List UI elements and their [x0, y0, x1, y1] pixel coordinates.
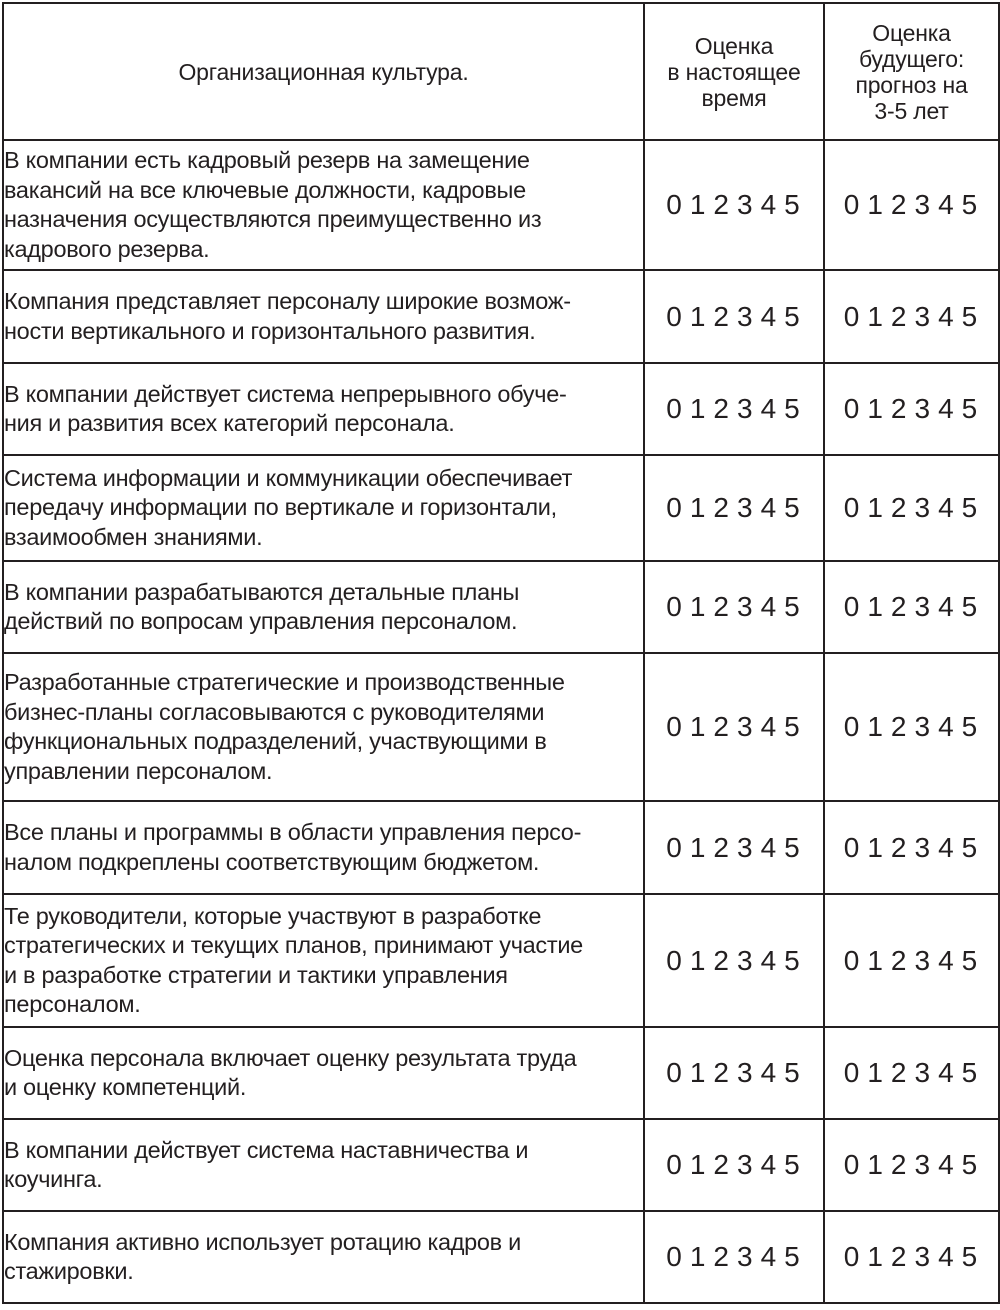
- header-current-score: [644, 3, 824, 140]
- score-option[interactable]: 0: [843, 591, 862, 622]
- score-option[interactable]: 5: [961, 591, 980, 622]
- score-option[interactable]: 2: [713, 189, 731, 220]
- future-score-scale: [824, 1027, 999, 1119]
- current-score-scale: [644, 894, 824, 1027]
- score-option[interactable]: 1: [867, 492, 885, 523]
- header-row: [3, 3, 999, 140]
- score-option[interactable]: 0: [666, 944, 684, 976]
- score-option[interactable]: 0: [843, 1241, 862, 1272]
- table-row: [3, 653, 999, 801]
- score-option[interactable]: 4: [938, 1149, 956, 1180]
- score-option[interactable]: 4: [760, 393, 779, 424]
- score-option[interactable]: 5: [961, 831, 980, 863]
- statement-line: назначения осуществляются преимущественно из: [4, 206, 542, 232]
- future-score-scale: [824, 801, 999, 894]
- score-option[interactable]: 2: [713, 1149, 731, 1180]
- score-option[interactable]: 2: [713, 393, 731, 424]
- score-option[interactable]: 0: [666, 300, 684, 332]
- score-option[interactable]: 2: [713, 1057, 731, 1088]
- score-option[interactable]: 0: [843, 831, 862, 863]
- table-row: [3, 270, 999, 363]
- score-option[interactable]: 0: [666, 1241, 684, 1272]
- score-option[interactable]: 0: [666, 831, 684, 863]
- statement-cell: [3, 1027, 644, 1119]
- score-option[interactable]: 0: [666, 591, 684, 622]
- current-score-scale: [644, 801, 824, 894]
- score-option[interactable]: 3: [737, 1149, 755, 1180]
- score-option[interactable]: 5: [961, 393, 980, 424]
- statement-line: и в разработке стратегии и тактики управления: [4, 961, 508, 988]
- statement-line: и оценку компетенций.: [4, 1074, 247, 1100]
- statement-line: стажировки.: [4, 1258, 134, 1284]
- score-option[interactable]: 4: [760, 1057, 779, 1088]
- statement-cell: [3, 455, 644, 561]
- score-option[interactable]: 1: [689, 189, 708, 220]
- statement-cell: [3, 801, 644, 894]
- score-option[interactable]: 4: [760, 189, 779, 220]
- statement-line: В компании действует система непрерывного обуче-: [4, 380, 567, 407]
- statement-line: стратегических и текущих планов, принимают участие: [4, 932, 583, 958]
- score-option[interactable]: 3: [737, 591, 755, 622]
- header-future-line: Оценка: [872, 19, 951, 46]
- score-option[interactable]: 1: [867, 300, 885, 332]
- score-option[interactable]: 1: [689, 944, 708, 976]
- score-option[interactable]: 1: [689, 300, 708, 332]
- score-option[interactable]: 0: [666, 492, 684, 523]
- score-option[interactable]: 2: [713, 944, 731, 976]
- score-option[interactable]: 5: [961, 944, 980, 976]
- future-score-scale: [824, 561, 999, 653]
- score-option[interactable]: 5: [784, 492, 802, 523]
- score-option[interactable]: 1: [689, 1057, 708, 1088]
- header-now-line: время: [701, 84, 767, 111]
- score-option[interactable]: 2: [890, 393, 909, 424]
- score-option[interactable]: 1: [689, 1241, 708, 1272]
- statement-cell: [3, 561, 644, 653]
- statement-line: Все планы и программы в области управления персо-: [4, 819, 582, 845]
- table-row: [3, 894, 999, 1027]
- current-score-scale: [644, 1027, 824, 1119]
- score-option[interactable]: 3: [914, 831, 933, 863]
- statement-line: действий по вопросам управления персоналом.: [4, 608, 518, 634]
- statement-line: управлении персоналом.: [4, 757, 273, 784]
- statement-line: бизнес-планы согласовываются с руководителями: [4, 698, 545, 725]
- score-option[interactable]: 5: [784, 944, 802, 976]
- score-option[interactable]: 1: [867, 944, 885, 976]
- score-option[interactable]: 3: [914, 189, 933, 220]
- statement-line: передачу информации по вертикале и горизонтали,: [4, 494, 557, 521]
- score-option[interactable]: 2: [713, 591, 731, 622]
- statement-line: Компания активно использует ротацию кадров и: [4, 1228, 521, 1255]
- score-option[interactable]: 1: [867, 1057, 885, 1088]
- score-option[interactable]: 4: [938, 944, 956, 976]
- score-option[interactable]: 4: [760, 492, 779, 523]
- score-options: [663, 1057, 804, 1089]
- statement-cell: [3, 270, 644, 363]
- statement-cell: [3, 140, 644, 270]
- score-option[interactable]: 3: [914, 300, 933, 332]
- score-option[interactable]: 4: [760, 1241, 779, 1272]
- header-future-score: [824, 3, 999, 140]
- statement-line: Система информации и коммуникации обеспечивает: [4, 464, 573, 491]
- future-score-scale: [824, 894, 999, 1027]
- statement-line: кадрового резерва.: [4, 235, 210, 262]
- score-options: [663, 393, 804, 425]
- statement-line: ности вертикального и горизонтального развития.: [4, 317, 536, 344]
- table-row: [3, 140, 999, 270]
- table-row: [3, 561, 999, 653]
- score-options: [841, 711, 982, 743]
- score-option[interactable]: 5: [961, 1149, 980, 1180]
- future-score-scale: [824, 1211, 999, 1303]
- score-option[interactable]: 2: [890, 1057, 909, 1088]
- statement-cell: [3, 1211, 644, 1303]
- statement-cell: [3, 363, 644, 455]
- table-row: [3, 1119, 999, 1211]
- score-option[interactable]: 3: [737, 831, 755, 863]
- statement-line: коучинга.: [4, 1166, 103, 1192]
- score-option[interactable]: 0: [843, 711, 862, 742]
- current-score-scale: [644, 561, 824, 653]
- score-option[interactable]: 1: [867, 831, 885, 863]
- header-now-line: Оценка: [694, 32, 774, 59]
- score-option[interactable]: 5: [961, 300, 980, 332]
- score-option[interactable]: 4: [938, 1241, 956, 1272]
- score-options: [841, 945, 982, 977]
- score-option[interactable]: 3: [914, 1149, 933, 1180]
- score-option[interactable]: 4: [938, 831, 956, 863]
- score-option[interactable]: 5: [961, 1241, 980, 1272]
- score-option[interactable]: 1: [689, 492, 708, 523]
- statement-line: взаимообмен знаниями.: [4, 523, 263, 550]
- statement-line: вакансий на все ключевые должности, кадровые: [4, 176, 526, 203]
- score-option[interactable]: 0: [843, 393, 862, 424]
- statement-line: Те руководители, которые участвуют в разработке: [4, 902, 542, 929]
- score-option[interactable]: 5: [784, 1149, 802, 1180]
- score-option[interactable]: 3: [914, 1057, 933, 1088]
- statement-line: ния и развития всех категорий персонала.: [4, 410, 455, 436]
- score-option[interactable]: 0: [843, 1149, 862, 1180]
- statement-line: Разработанные стратегические и производственные: [4, 669, 565, 695]
- score-option[interactable]: 3: [914, 711, 933, 742]
- score-option[interactable]: 5: [784, 1057, 802, 1088]
- score-option[interactable]: 1: [689, 831, 708, 863]
- score-option[interactable]: 3: [914, 1241, 933, 1272]
- score-option[interactable]: 5: [784, 189, 802, 220]
- future-score-scale: [824, 270, 999, 363]
- score-option[interactable]: 0: [843, 1057, 862, 1088]
- score-option[interactable]: 3: [914, 591, 933, 622]
- score-option[interactable]: 0: [843, 944, 862, 976]
- table-body: [3, 140, 999, 1303]
- statement-line: В компании есть кадровый резерв на замещение: [4, 147, 530, 173]
- score-option[interactable]: 5: [784, 300, 802, 332]
- score-options: [841, 189, 982, 221]
- score-option[interactable]: 4: [760, 831, 779, 863]
- statement-cell: [3, 1119, 644, 1211]
- score-option[interactable]: 2: [890, 944, 909, 976]
- statement-line: Компания представляет персоналу широкие возмож-: [4, 288, 571, 314]
- score-option[interactable]: 4: [760, 944, 779, 976]
- score-option[interactable]: 2: [890, 492, 909, 523]
- score-option[interactable]: 3: [914, 492, 933, 523]
- score-option[interactable]: 2: [890, 591, 909, 622]
- header-statement: [3, 3, 644, 140]
- statement-cell: [3, 653, 644, 801]
- score-option[interactable]: 2: [890, 189, 909, 220]
- score-option[interactable]: 0: [666, 189, 684, 220]
- statement-line: персоналом.: [4, 991, 141, 1017]
- score-option[interactable]: 5: [784, 831, 802, 863]
- statement-line: Оценка персонала включает оценку результата труда: [4, 1044, 577, 1071]
- future-score-scale: [824, 1119, 999, 1211]
- score-option[interactable]: 1: [867, 393, 885, 424]
- current-score-scale: [644, 363, 824, 455]
- header-now-line: в настоящее: [667, 58, 801, 85]
- score-options: [841, 591, 982, 623]
- statement-cell: [3, 894, 644, 1027]
- score-option[interactable]: 2: [890, 1149, 909, 1180]
- score-option[interactable]: 5: [784, 1241, 802, 1272]
- statement-line: налом подкреплены соответствующим бюджетом.: [4, 848, 540, 875]
- score-option[interactable]: 2: [890, 1241, 909, 1272]
- score-option[interactable]: 1: [689, 591, 708, 622]
- score-option[interactable]: 4: [760, 591, 779, 622]
- score-option[interactable]: 0: [843, 189, 862, 220]
- statement-line: В компании действует система наставничества и: [4, 1136, 529, 1163]
- score-option[interactable]: 0: [666, 1149, 684, 1180]
- table-row: [3, 801, 999, 894]
- score-option[interactable]: 0: [666, 711, 684, 742]
- score-option[interactable]: 3: [737, 189, 755, 220]
- score-option[interactable]: 0: [666, 1057, 684, 1088]
- score-option[interactable]: 3: [737, 944, 755, 976]
- score-options: [841, 1149, 982, 1181]
- score-options: [663, 189, 804, 221]
- score-option[interactable]: 0: [843, 492, 862, 523]
- table-row: [3, 363, 999, 455]
- score-option[interactable]: 5: [961, 711, 980, 742]
- score-option[interactable]: 4: [938, 189, 956, 220]
- score-options: [663, 711, 804, 743]
- score-option[interactable]: 4: [760, 1149, 779, 1180]
- score-options: [663, 492, 804, 524]
- assessment-table: [2, 2, 1000, 1304]
- score-option[interactable]: 5: [784, 711, 802, 742]
- score-option[interactable]: 3: [737, 393, 755, 424]
- score-option[interactable]: 5: [784, 393, 802, 424]
- score-options: [841, 393, 982, 425]
- statement-line: В компании разрабатываются детальные планы: [4, 578, 520, 605]
- score-option[interactable]: 4: [938, 492, 956, 523]
- score-option[interactable]: 0: [666, 393, 684, 424]
- score-option[interactable]: 1: [867, 189, 885, 220]
- score-options: [841, 492, 982, 524]
- current-score-scale: [644, 653, 824, 801]
- score-option[interactable]: 5: [961, 492, 980, 523]
- score-option[interactable]: 3: [737, 300, 755, 332]
- score-options: [663, 945, 804, 977]
- score-options: [663, 1149, 804, 1181]
- score-option[interactable]: 4: [938, 393, 956, 424]
- score-options: [841, 1057, 982, 1089]
- score-option[interactable]: 2: [890, 831, 909, 863]
- score-options: [663, 301, 804, 333]
- future-score-scale: [824, 653, 999, 801]
- score-option[interactable]: 2: [713, 831, 731, 863]
- current-score-scale: [644, 140, 824, 270]
- score-option[interactable]: 2: [890, 300, 909, 332]
- score-option[interactable]: 3: [737, 492, 755, 523]
- header-future-line: 3-5 лет: [874, 97, 949, 124]
- score-option[interactable]: 4: [938, 591, 956, 622]
- score-option[interactable]: 2: [713, 300, 731, 332]
- score-option[interactable]: 1: [867, 1241, 885, 1272]
- score-options: [841, 1241, 982, 1273]
- future-score-scale: [824, 363, 999, 455]
- score-option[interactable]: 1: [689, 711, 708, 742]
- score-option[interactable]: 2: [890, 711, 909, 742]
- score-option[interactable]: 3: [914, 944, 933, 976]
- score-option[interactable]: 3: [737, 1057, 755, 1088]
- score-option[interactable]: 1: [689, 1149, 708, 1180]
- score-option[interactable]: 1: [867, 591, 885, 622]
- score-option[interactable]: 1: [867, 1149, 885, 1180]
- statement-line: функциональных подразделений, участвующими в: [4, 728, 547, 754]
- score-options: [663, 1241, 804, 1273]
- table-row: [3, 1211, 999, 1303]
- header-future-line: прогноз на: [855, 71, 968, 98]
- score-option[interactable]: 3: [914, 393, 933, 424]
- current-score-scale: [644, 455, 824, 561]
- score-option[interactable]: 5: [961, 1057, 980, 1088]
- score-option[interactable]: 0: [843, 300, 862, 332]
- table-row: [3, 455, 999, 561]
- header-future-line: будущего:: [858, 45, 965, 72]
- score-option[interactable]: 1: [689, 393, 708, 424]
- score-option[interactable]: 2: [713, 1241, 731, 1272]
- future-score-scale: [824, 455, 999, 561]
- current-score-scale: [644, 270, 824, 363]
- score-option[interactable]: 2: [713, 711, 731, 742]
- current-score-scale: [644, 1211, 824, 1303]
- current-score-scale: [644, 1119, 824, 1211]
- score-options: [841, 832, 982, 864]
- score-option[interactable]: 3: [737, 1241, 755, 1272]
- future-score-scale: [824, 140, 999, 270]
- score-option[interactable]: 5: [784, 591, 802, 622]
- score-options: [663, 591, 804, 623]
- score-option[interactable]: 1: [867, 711, 885, 742]
- score-option[interactable]: 4: [760, 300, 779, 332]
- score-options: [841, 301, 982, 333]
- score-option[interactable]: 4: [760, 711, 779, 742]
- header-statement-label: Организационная культура.: [178, 58, 469, 85]
- score-option[interactable]: 3: [737, 711, 755, 742]
- table-row: [3, 1027, 999, 1119]
- score-option[interactable]: 4: [938, 711, 956, 742]
- score-option[interactable]: 2: [713, 492, 731, 523]
- score-option[interactable]: 5: [961, 189, 980, 220]
- score-option[interactable]: 4: [938, 1057, 956, 1088]
- score-options: [663, 832, 804, 864]
- score-option[interactable]: 4: [938, 300, 956, 332]
